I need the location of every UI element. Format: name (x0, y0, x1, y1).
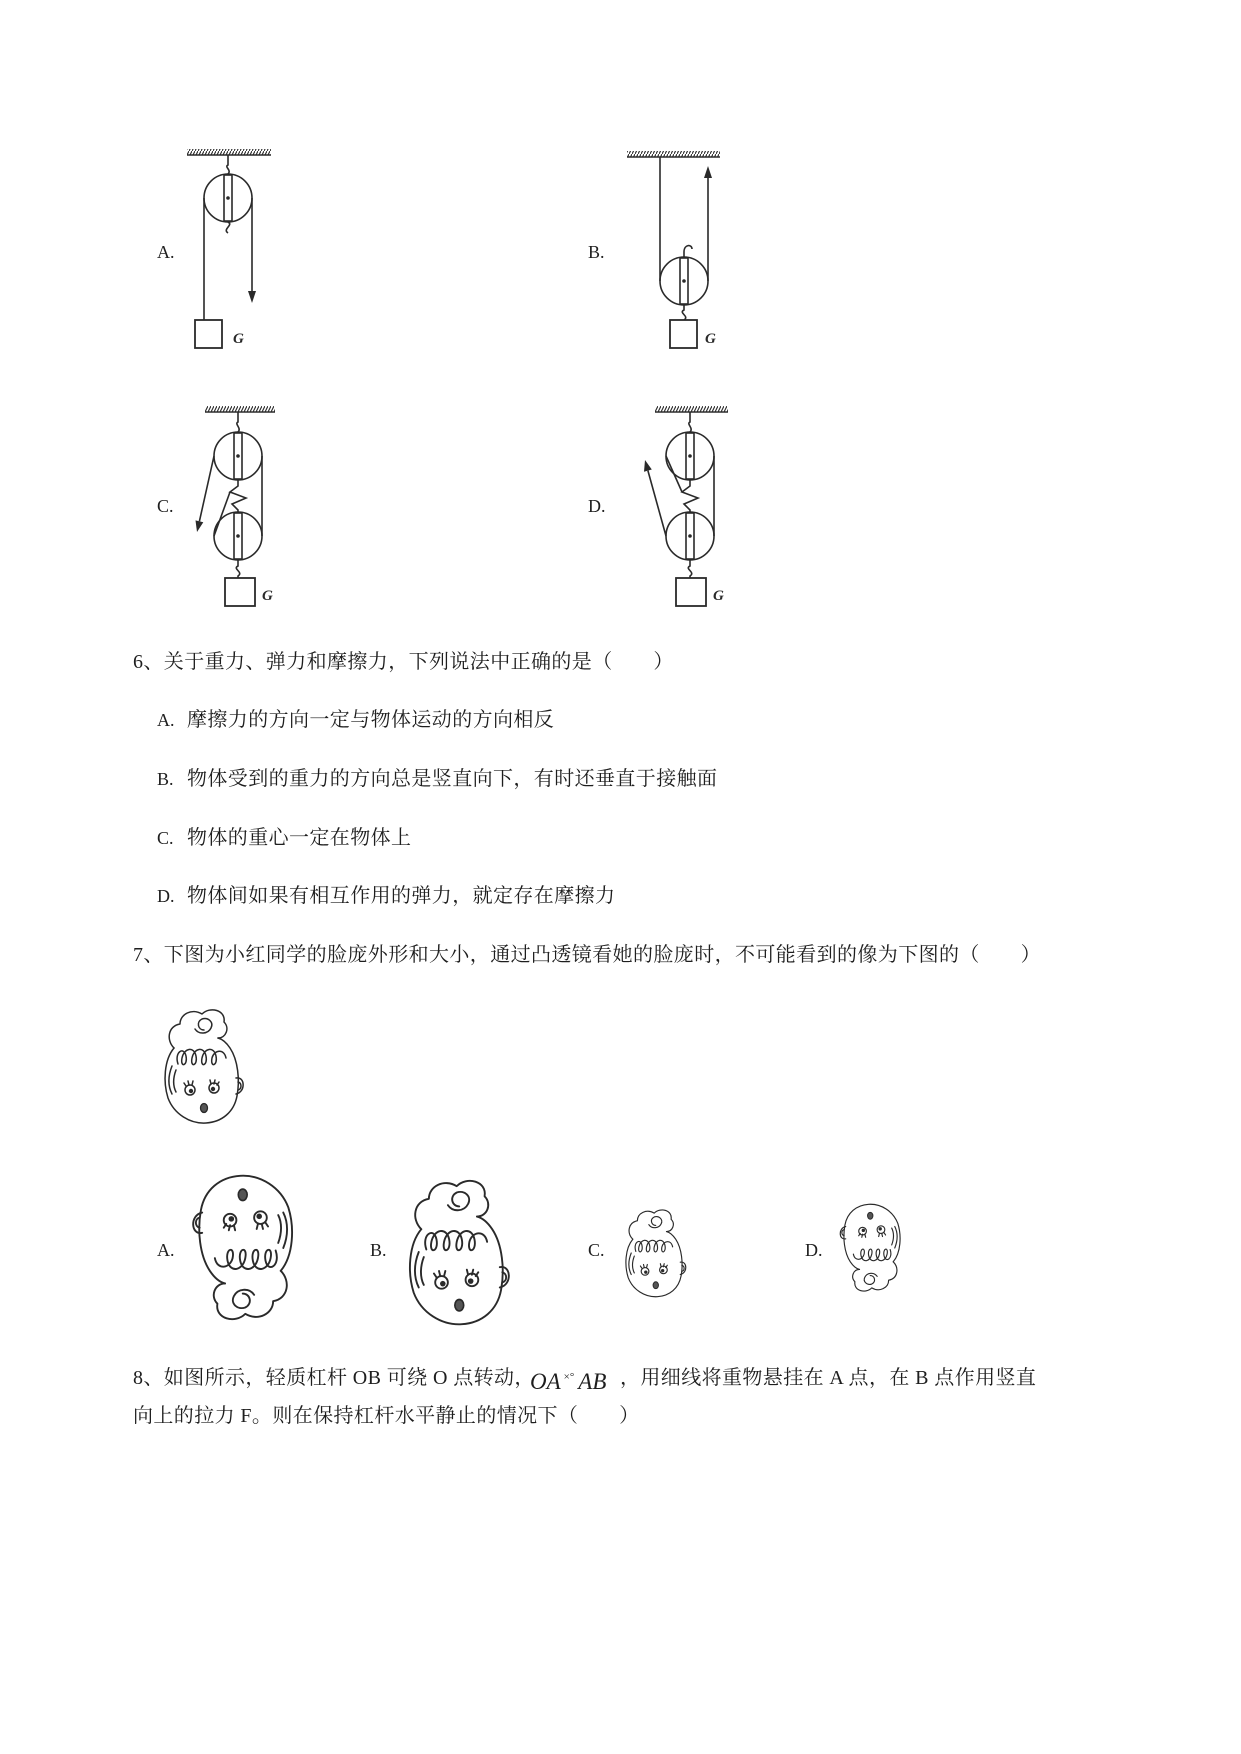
pulley-figure-a (180, 145, 290, 360)
pulley-option-b-label: B. (588, 242, 605, 262)
connector-hook (230, 479, 246, 513)
q6-option-b-label: B. (157, 769, 174, 789)
question-7-stem: 7、下图为小红同学的脸庞外形和大小，通过凸透镜看她的脸庞时，不可能看到的像为下图的（ ） (133, 944, 1041, 966)
formula-left: OA (530, 1369, 561, 1394)
rope-pull (648, 471, 666, 536)
weight-hook (682, 304, 685, 320)
weight-hook (236, 559, 239, 578)
weight-hook (688, 559, 691, 578)
q6-option-d-label: D. (157, 886, 175, 906)
ceiling (655, 406, 728, 412)
q6-option-c-label: C. (157, 828, 174, 848)
face-option-b-drawing (400, 1176, 516, 1328)
pulley-hook (684, 246, 692, 258)
formula-right: AB (578, 1369, 607, 1394)
question-8-stem-line-2: 向上的拉力 F。则在保持杠杆水平静止的情况下（ ） (133, 1405, 640, 1427)
question-6-stem: 6、关于重力、弹力和摩擦力，下列说法中正确的是（ ） (133, 651, 674, 673)
weight-label: G (262, 588, 273, 604)
weight-box (195, 320, 222, 348)
face-original-drawing (158, 1006, 248, 1126)
ceiling (627, 151, 720, 157)
q7-option-a-label: A. (157, 1240, 175, 1260)
q6-option-d-text: 物体间如果有相互作用的弹力，就定存在摩擦力 (187, 885, 616, 907)
force-arrow-down (248, 291, 256, 303)
q7-option-d-label: D. (805, 1240, 823, 1260)
q7-option-b-label: B. (370, 1240, 387, 1260)
rope (666, 456, 682, 492)
q7-option-c-label: C. (588, 1240, 605, 1260)
force-arrow-down-left (196, 520, 204, 532)
pulley-option-a-label: A. (157, 242, 175, 262)
ceiling (187, 149, 271, 155)
q6-option-c-text: 物体的重心一定在物体上 (187, 827, 412, 849)
ceiling (205, 406, 275, 412)
face-option-d-drawing (836, 1202, 906, 1294)
pulley-option-c-label: C. (157, 496, 174, 516)
pulley-figure-d (640, 400, 740, 615)
question-8-formula (530, 1362, 606, 1397)
weight-box (670, 320, 697, 348)
force-arrow-up-left (644, 460, 652, 472)
q6-option-a-text: 摩擦力的方向一定与物体运动的方向相反 (187, 709, 555, 731)
pulley-option-d-label: D. (588, 496, 606, 516)
pulley-figure-b (620, 148, 730, 360)
weight-box (676, 578, 706, 606)
question-8-stem-part-2: ，用细线将重物悬挂在 A 点，在 B 点作用竖直 (620, 1367, 1037, 1389)
weight-label: G (233, 331, 244, 347)
q6-option-a-label: A. (157, 710, 175, 730)
weight-label: G (705, 331, 716, 347)
weight-label: G (713, 588, 724, 604)
weight-box (225, 578, 255, 606)
face-option-c-drawing (620, 1207, 690, 1299)
face-option-a-drawing (186, 1172, 302, 1324)
connector-hook (682, 479, 698, 513)
question-8-stem-part-1: 8、如图所示，轻质杠杆 OB 可绕 O 点转动， (133, 1367, 535, 1389)
force-arrow-up (704, 166, 712, 178)
formula-symbol: ×° (563, 1371, 575, 1383)
rope-pull (199, 456, 214, 521)
q6-option-b-text: 物体受到的重力的方向总是竖直向下，有时还垂直于接触面 (187, 768, 718, 790)
pulley-figure-c (190, 400, 290, 615)
pulley-hook (226, 222, 229, 233)
hanger-hook (227, 155, 229, 174)
